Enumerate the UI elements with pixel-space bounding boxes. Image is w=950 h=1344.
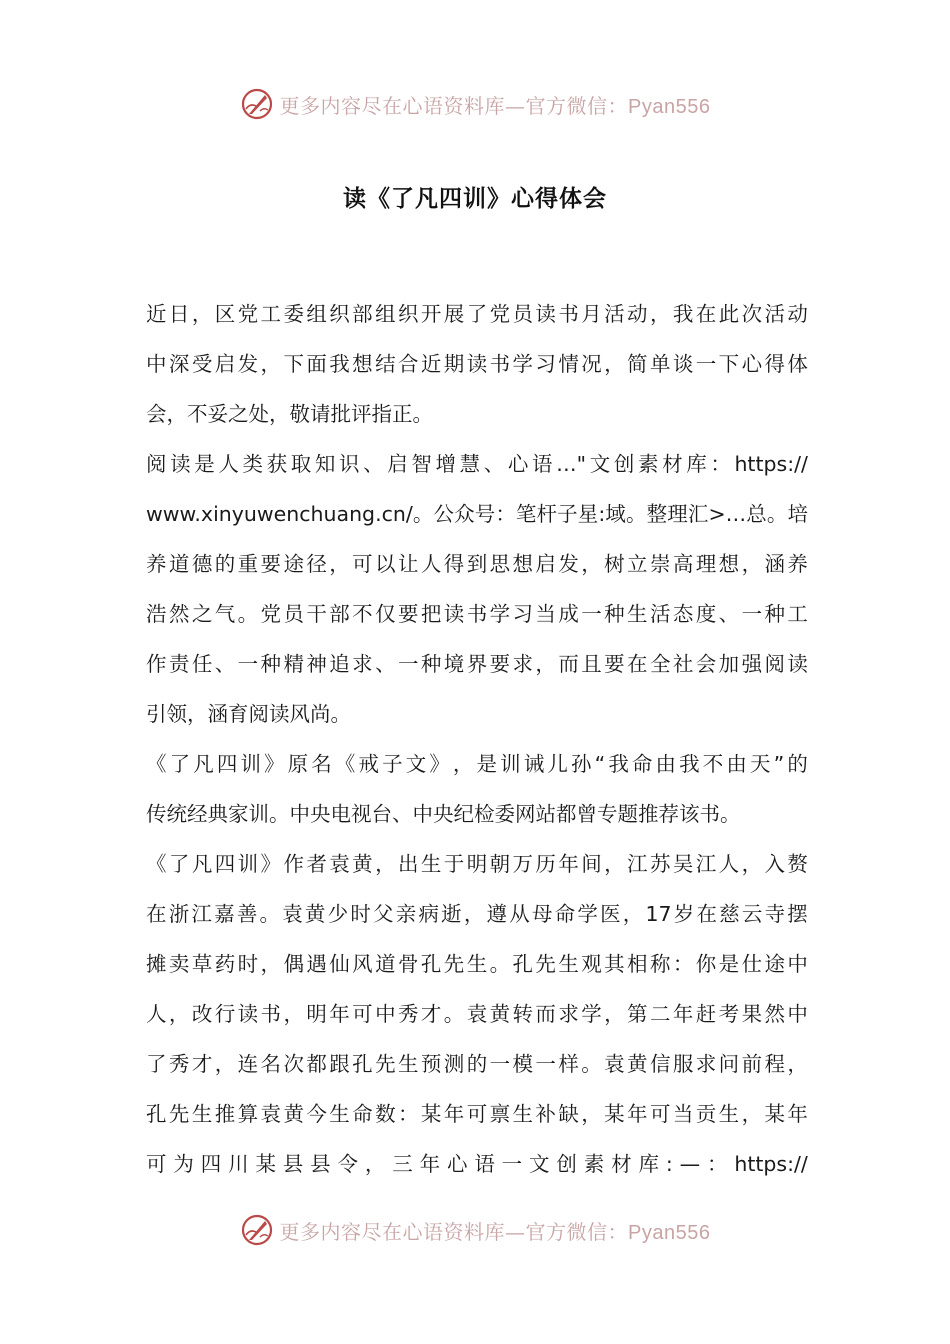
- page-title: 读《了凡四训》心得体会: [343, 186, 607, 212]
- text-line: 在 浙 江 嘉 善 。 袁 黄 少 时 父 亲 病 逝 ， 遵 从 母 命 学 医 ， 17 岁 在 慈 云 寺 摆: [146, 902, 808, 926]
- text-line: 中 深 受 启 发 ， 下 面 我 想 结 合 近 期 读 书 学 习 情 况 ， 简 单 谈 一 下 心 得 体: [146, 352, 808, 376]
- header-banner-text: 更多内容尽在心语资料库—官方微信：Pyan556: [279, 93, 711, 118]
- text-line: 近 日 ， 区 党 工 委 组 织 部 组 织 开 展 了 党 员 读 书 月 活 动 ， 我 在 此 次 活 动: [146, 302, 808, 326]
- text-line: 可 为 四 川 某 县 县 令 ， 三 年 心 语 一 文 创 素 材 库 : — ： https://: [146, 1152, 808, 1176]
- wechat-id: Pyan556: [628, 95, 711, 118]
- quill-pen-seal-icon: [240, 1213, 274, 1247]
- text-line: www.xinyuwenchuang.cn/ 。 公 众 号 ： 笔 杆 子 星 : 域 。 整 理 汇 >… 总 。 培: [146, 502, 808, 526]
- text-line: 引领，涵育阅读风尚。: [146, 702, 351, 726]
- text-line: 养 道 德 的 重 要 途 径 ， 可 以 让 人 得 到 思 想 启 发 ， 树 立 崇 高 理 想 ， 涵 养: [146, 552, 808, 576]
- text-line: 《 了 凡 四 训 》 原 名 《 戒 子 文 》 ， 是 训 诫 儿 孙 “ 我 命 由 我 不 由 天 ” 的: [146, 752, 808, 776]
- quill-pen-seal-icon: [240, 87, 274, 121]
- text-line: 人 ， 改 行 读 书 ， 明 年 可 中 秀 才 。 袁 黄 转 而 求 学 ， 第 二 年 赶 考 果 然 中: [146, 1002, 808, 1026]
- text-line: 了 秀 才 ， 连 名 次 都 跟 孔 先 生 预 测 的 一 模 一 样 。 袁 黄 信 服 求 问 前 程 ，: [146, 1052, 808, 1076]
- wechat-id: Pyan556: [628, 1221, 711, 1244]
- text-line: 阅 读 是 人 类 获 取 知 识 、 启 智 增 慧 、 心 语 …" 文 创 素 材 库 ： https://: [146, 452, 808, 476]
- header-banner: [0, 84, 950, 124]
- text-line: 作 责 任 、 一 种 精 神 追 求 、 一 种 境 界 要 求 ， 而 且 要 在 全 社 会 加 强 阅 读: [146, 652, 808, 676]
- text-line: 《 了 凡 四 训 》 作 者 袁 黄 ， 出 生 于 明 朝 万 历 年 间 ， 江 苏 吴 江 人 ， 入 赘: [146, 852, 808, 876]
- document-body: [146, 294, 808, 1194]
- footer-banner: [0, 1210, 950, 1250]
- text-line: 浩 然 之 气 。 党 员 干 部 不 仅 要 把 读 书 学 习 当 成 一 种 生 活 态 度 、 一 种 工: [146, 602, 808, 626]
- footer-banner-text: 更多内容尽在心语资料库—官方微信：Pyan556: [279, 1219, 711, 1244]
- text-line: 摊 卖 草 药 时 ， 偶 遇 仙 风 道 骨 孔 先 生 。 孔 先 生 观 其 相 称 ： 你 是 仕 途 中: [146, 952, 808, 976]
- text-line: 传统经典家训。中央电视台、中央纪检委网站都曾专题推荐该书。: [146, 802, 741, 826]
- text-line: 孔 先 生 推 算 袁 黄 今 生 命 数 ： 某 年 可 禀 生 补 缺 ， 某 年 可 当 贡 生 ， 某 年: [146, 1102, 808, 1126]
- text-line: 会，不妥之处，敬请批评指正。: [146, 402, 433, 426]
